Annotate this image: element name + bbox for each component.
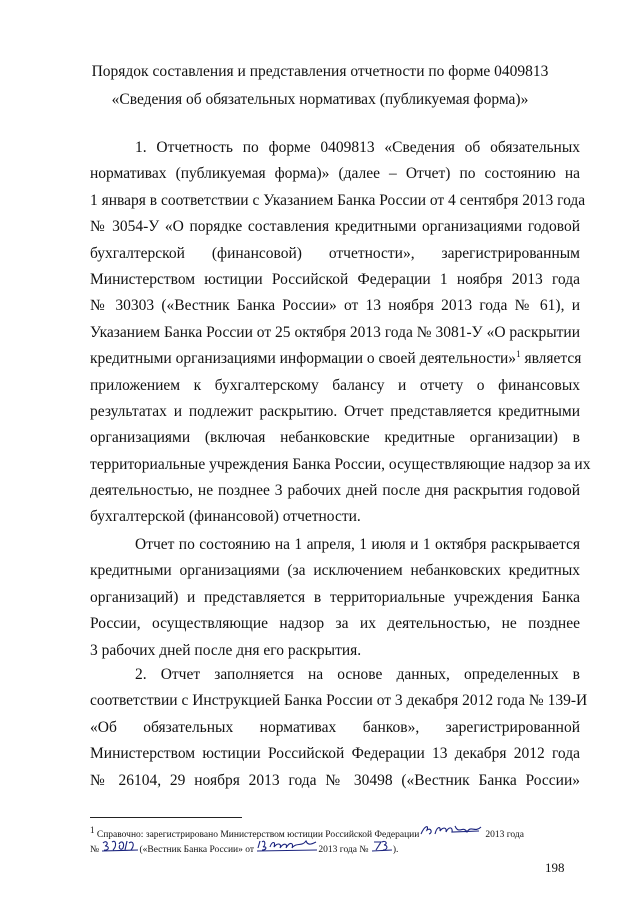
- paragraph-1: [90, 135, 591, 531]
- footnote-text: 2013 года: [485, 830, 524, 840]
- text-line: деятельностью, не позднее 3 рабочих дней после дня раскрытия годовой: [90, 482, 580, 500]
- handwritten-registration-number: [101, 838, 139, 852]
- handwritten-issue-number: [371, 838, 393, 852]
- text-line: приложением к бухгалтерскому балансу и отчету о финансовых: [90, 376, 580, 394]
- footnote-text: №: [90, 845, 102, 855]
- text-line: 1. Отчетность по форме 0409813 «Сведения об обязательных: [135, 139, 580, 156]
- footnote-text: ).: [392, 845, 399, 855]
- page-number: 198: [545, 860, 565, 875]
- paragraph-2: [90, 532, 580, 664]
- footnote-line-2: [90, 838, 580, 857]
- text-line: бухгалтерской (финансовой) отчетности.: [90, 508, 361, 526]
- footnote-text: Справочно: зарегистрировано Министерством юстиции Российской Федерации: [94, 830, 420, 840]
- text-line: России, осуществляющие надзор за их деятельностью, не позднее: [90, 615, 580, 633]
- text-line: № 26104, 29 ноября 2013 года № 30498 («Вестник Банка России»: [90, 771, 580, 789]
- footnote-marker: 1: [90, 824, 95, 835]
- text-line: Отчет по состоянию на 1 апреля, 1 июля и 1 октября раскрывается: [135, 536, 580, 553]
- footnote-reference: 1: [516, 348, 521, 359]
- document-title-line-2: «Сведения об обязательных нормативах (публикуемая форма)»: [111, 91, 529, 108]
- text-line: Указанием Банка России от 25 октября 2013 года № 3081-У «О раскрытии: [90, 323, 580, 341]
- footnote-text: («Вестник Банка России» от: [139, 845, 257, 855]
- text-line: № 30303 («Вестник Банка России» от 13 ноября 2013 года № 61), и: [90, 297, 580, 315]
- footnote-separator: [90, 817, 242, 818]
- text-line: нормативах (публикуемая форма)» (далее – Отчет) по состоянию на: [90, 165, 580, 183]
- text-line: № 3054-У «О порядке составления кредитными организациями годовой: [90, 218, 580, 236]
- text-line: 2. Отчет заполняется на основе данных, определенных в: [135, 666, 580, 683]
- text-line: Министерством юстиции Российской Федерации 1 ноября 2013 года: [90, 270, 580, 288]
- text-line: территориальные учреждения Банка России, осуществляющие надзор за их: [90, 455, 591, 473]
- text-fragment: кредитными организациями информации о своей деятельности»: [90, 350, 517, 368]
- text-line: Министерством юстиции Российской Федерации 13 декабря 2012 года: [90, 745, 580, 763]
- text-line: бухгалтерской (финансовой) отчетности», зарегистрированным: [90, 244, 580, 262]
- text-line: кредитными организациями (за исключением небанковских кредитных: [90, 562, 580, 580]
- paragraph-3: [90, 662, 588, 794]
- text-line: [90, 346, 580, 372]
- text-fragment: является: [520, 350, 582, 368]
- footnote-text: 2013 года №: [318, 845, 371, 855]
- text-line: организаций) и представляется в территориальные учреждения Банка: [90, 588, 580, 606]
- text-line: соответствии с Инструкцией Банка России от 3 декабря 2012 года № 139-И: [90, 692, 588, 710]
- handwritten-date: [419, 823, 485, 837]
- text-line: организациями (включая небанковские кредитные организации) в: [90, 429, 580, 447]
- handwritten-publication-date: [256, 838, 318, 852]
- text-line: 1 января в соответствии с Указанием Банка России от 4 сентября 2013 года: [90, 191, 586, 209]
- text-line: 3 рабочих дней после дня его раскрытия.: [90, 641, 362, 659]
- text-line: «Об обязательных нормативах банков», зарегистрированной: [90, 718, 580, 736]
- text-line: результатах и подлежит раскрытию. Отчет представляется кредитными: [90, 402, 580, 420]
- document-title-line-1: Порядок составления и представления отчетности по форме 0409813: [91, 63, 549, 80]
